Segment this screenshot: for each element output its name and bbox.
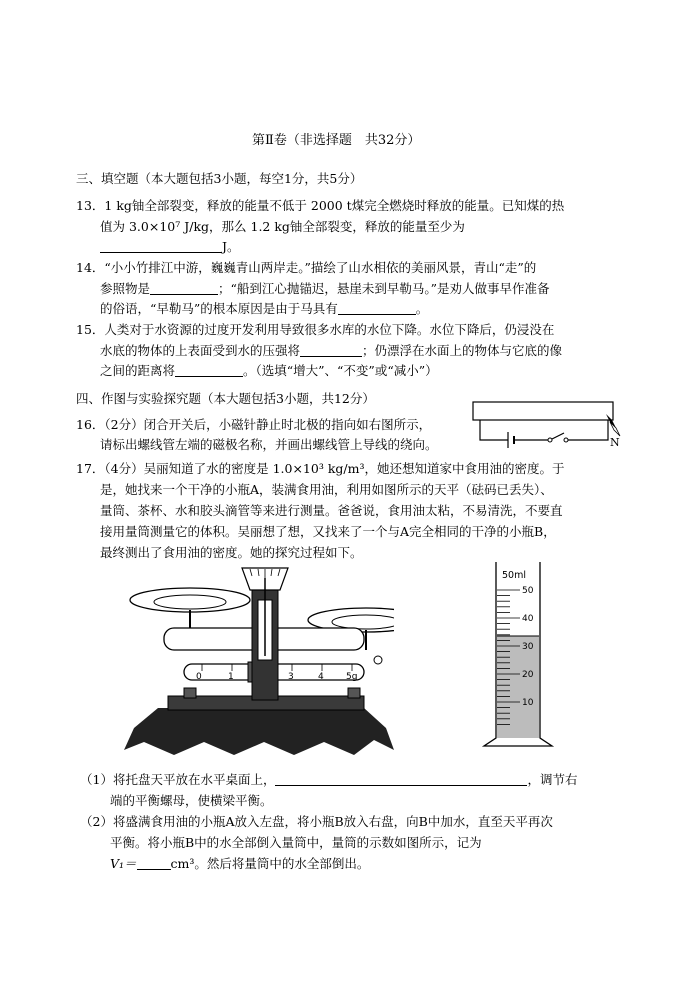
q15-line3: 之间的距离将 。（选填“增大”、“不变”或“减小”） [100, 363, 438, 378]
svg-text:4: 4 [318, 672, 324, 682]
svg-text:5g: 5g [346, 672, 358, 682]
q16-line2: 请标出螺线管左端的磁极名称，并画出螺线管上导线的绕向。 [100, 437, 438, 452]
tick-label-30: 30 [522, 642, 534, 652]
q17-line3: 量筒、茶杯、水和胶头滴管等来进行测量。爸爸说，食用油太粘，不易清洗，不要直 [100, 503, 563, 518]
q15-line2: 水底的物体的上表面受到水的压强将 ；仍漂浮在水面上的物体与它底的像 [100, 343, 563, 358]
q14-blank1[interactable] [150, 282, 218, 295]
circuit-diagram [470, 396, 620, 448]
section3-heading: 三、填空题（本大题包括3小题，每空1分，共5分） [76, 171, 363, 186]
q13-line2: 值为 3.0×10⁷ J/kg，那么 1.2 kg铀全部裂变，释放的能量至少为 [100, 219, 465, 234]
switch [552, 433, 564, 439]
q15-line1: 15．人类对于水资源的过度开发利用导致很多水库的水位下降。水位下降后，仍浸没在 [76, 322, 555, 337]
q17-line4: 接用量筒测量它的体积。吴丽想了想，又找来了一个与A完全相同的干净的小瓶B， [100, 524, 556, 539]
q14-blank2[interactable] [338, 302, 416, 315]
q14-line1: 14．“小小竹排江中游，巍巍青山两岸走。”描绘了山水相依的美丽风景，青山“走”的 [76, 260, 537, 275]
step2-line2: 平衡。将小瓶B中的水全部倒入量筒中，量筒的示数如图所示，记为 [110, 835, 482, 850]
q14-line2: 参照物是 ；“船到江心抛锚迟，悬崖未到早勒马。”是劝人做事早作准备 [100, 281, 550, 296]
q14-line3: 的俗语，“早勒马”的根本原因是由于马具有 。 [100, 301, 429, 316]
balance-figure [124, 560, 394, 760]
solenoid [473, 402, 613, 420]
q17-line2: 是，她找来一个干净的小瓶A，装满食用油，利用如图所示的天平（砝码已丢失）、 [100, 482, 553, 497]
q15-blank1[interactable] [300, 344, 362, 357]
v1-blank[interactable] [137, 857, 171, 870]
balance-base [124, 708, 394, 755]
q16-line1: 16．（2分）闭合开关后，小磁针静止时北极的指向如右图所示， [76, 417, 432, 432]
q13-line1: 13．1 kg铀全部裂变，释放的能量不低于 2000 t煤完全燃烧时释放的能量。已知煤的热 [76, 198, 565, 213]
measuring-cylinder [478, 560, 558, 752]
balance-nut [374, 656, 382, 664]
step2-line3: V₁＝ cm³。然后将量筒中的水全部倒出。 [110, 856, 370, 871]
svg-text:0: 0 [196, 672, 202, 682]
q17-line1: 17．（4分）吴丽知道了水的密度是 1.0×10³ kg/m³，她还想知道家中食用油的密度。于 [76, 461, 565, 476]
compass-n-label: N [610, 436, 620, 449]
step1-blank[interactable] [275, 773, 527, 786]
part-title: 第Ⅱ卷（非选择题 共32分） [252, 133, 421, 148]
q13-blank[interactable] [100, 240, 222, 253]
tick-label-10: 10 [522, 698, 534, 708]
tick-label-20: 20 [522, 670, 534, 680]
section4-heading: 四、作图与实验探究题（本大题包括3小题，共12分） [76, 391, 375, 406]
q13-line3: J。 [100, 240, 240, 254]
step1-line1: （1）将托盘天平放在水平桌面上， ，调节右 [80, 772, 578, 787]
q17-line5: 最终测出了食用油的密度。她的探究过程如下。 [100, 545, 363, 560]
tick-label-40: 40 [522, 614, 534, 624]
svg-text:1: 1 [228, 672, 234, 682]
svg-text:3: 3 [288, 672, 294, 682]
q15-blank2[interactable] [175, 364, 243, 377]
step1-line2: 端的平衡螺母，使横梁平衡。 [110, 793, 273, 808]
tick-label-50: 50 [522, 586, 534, 596]
step2-line1: （2）将盛满食用油的小瓶A放入左盘，将小瓶B放入右盘，向B中加水，直至天平再次 [80, 814, 553, 829]
cylinder-unit: 50ml [502, 570, 526, 581]
